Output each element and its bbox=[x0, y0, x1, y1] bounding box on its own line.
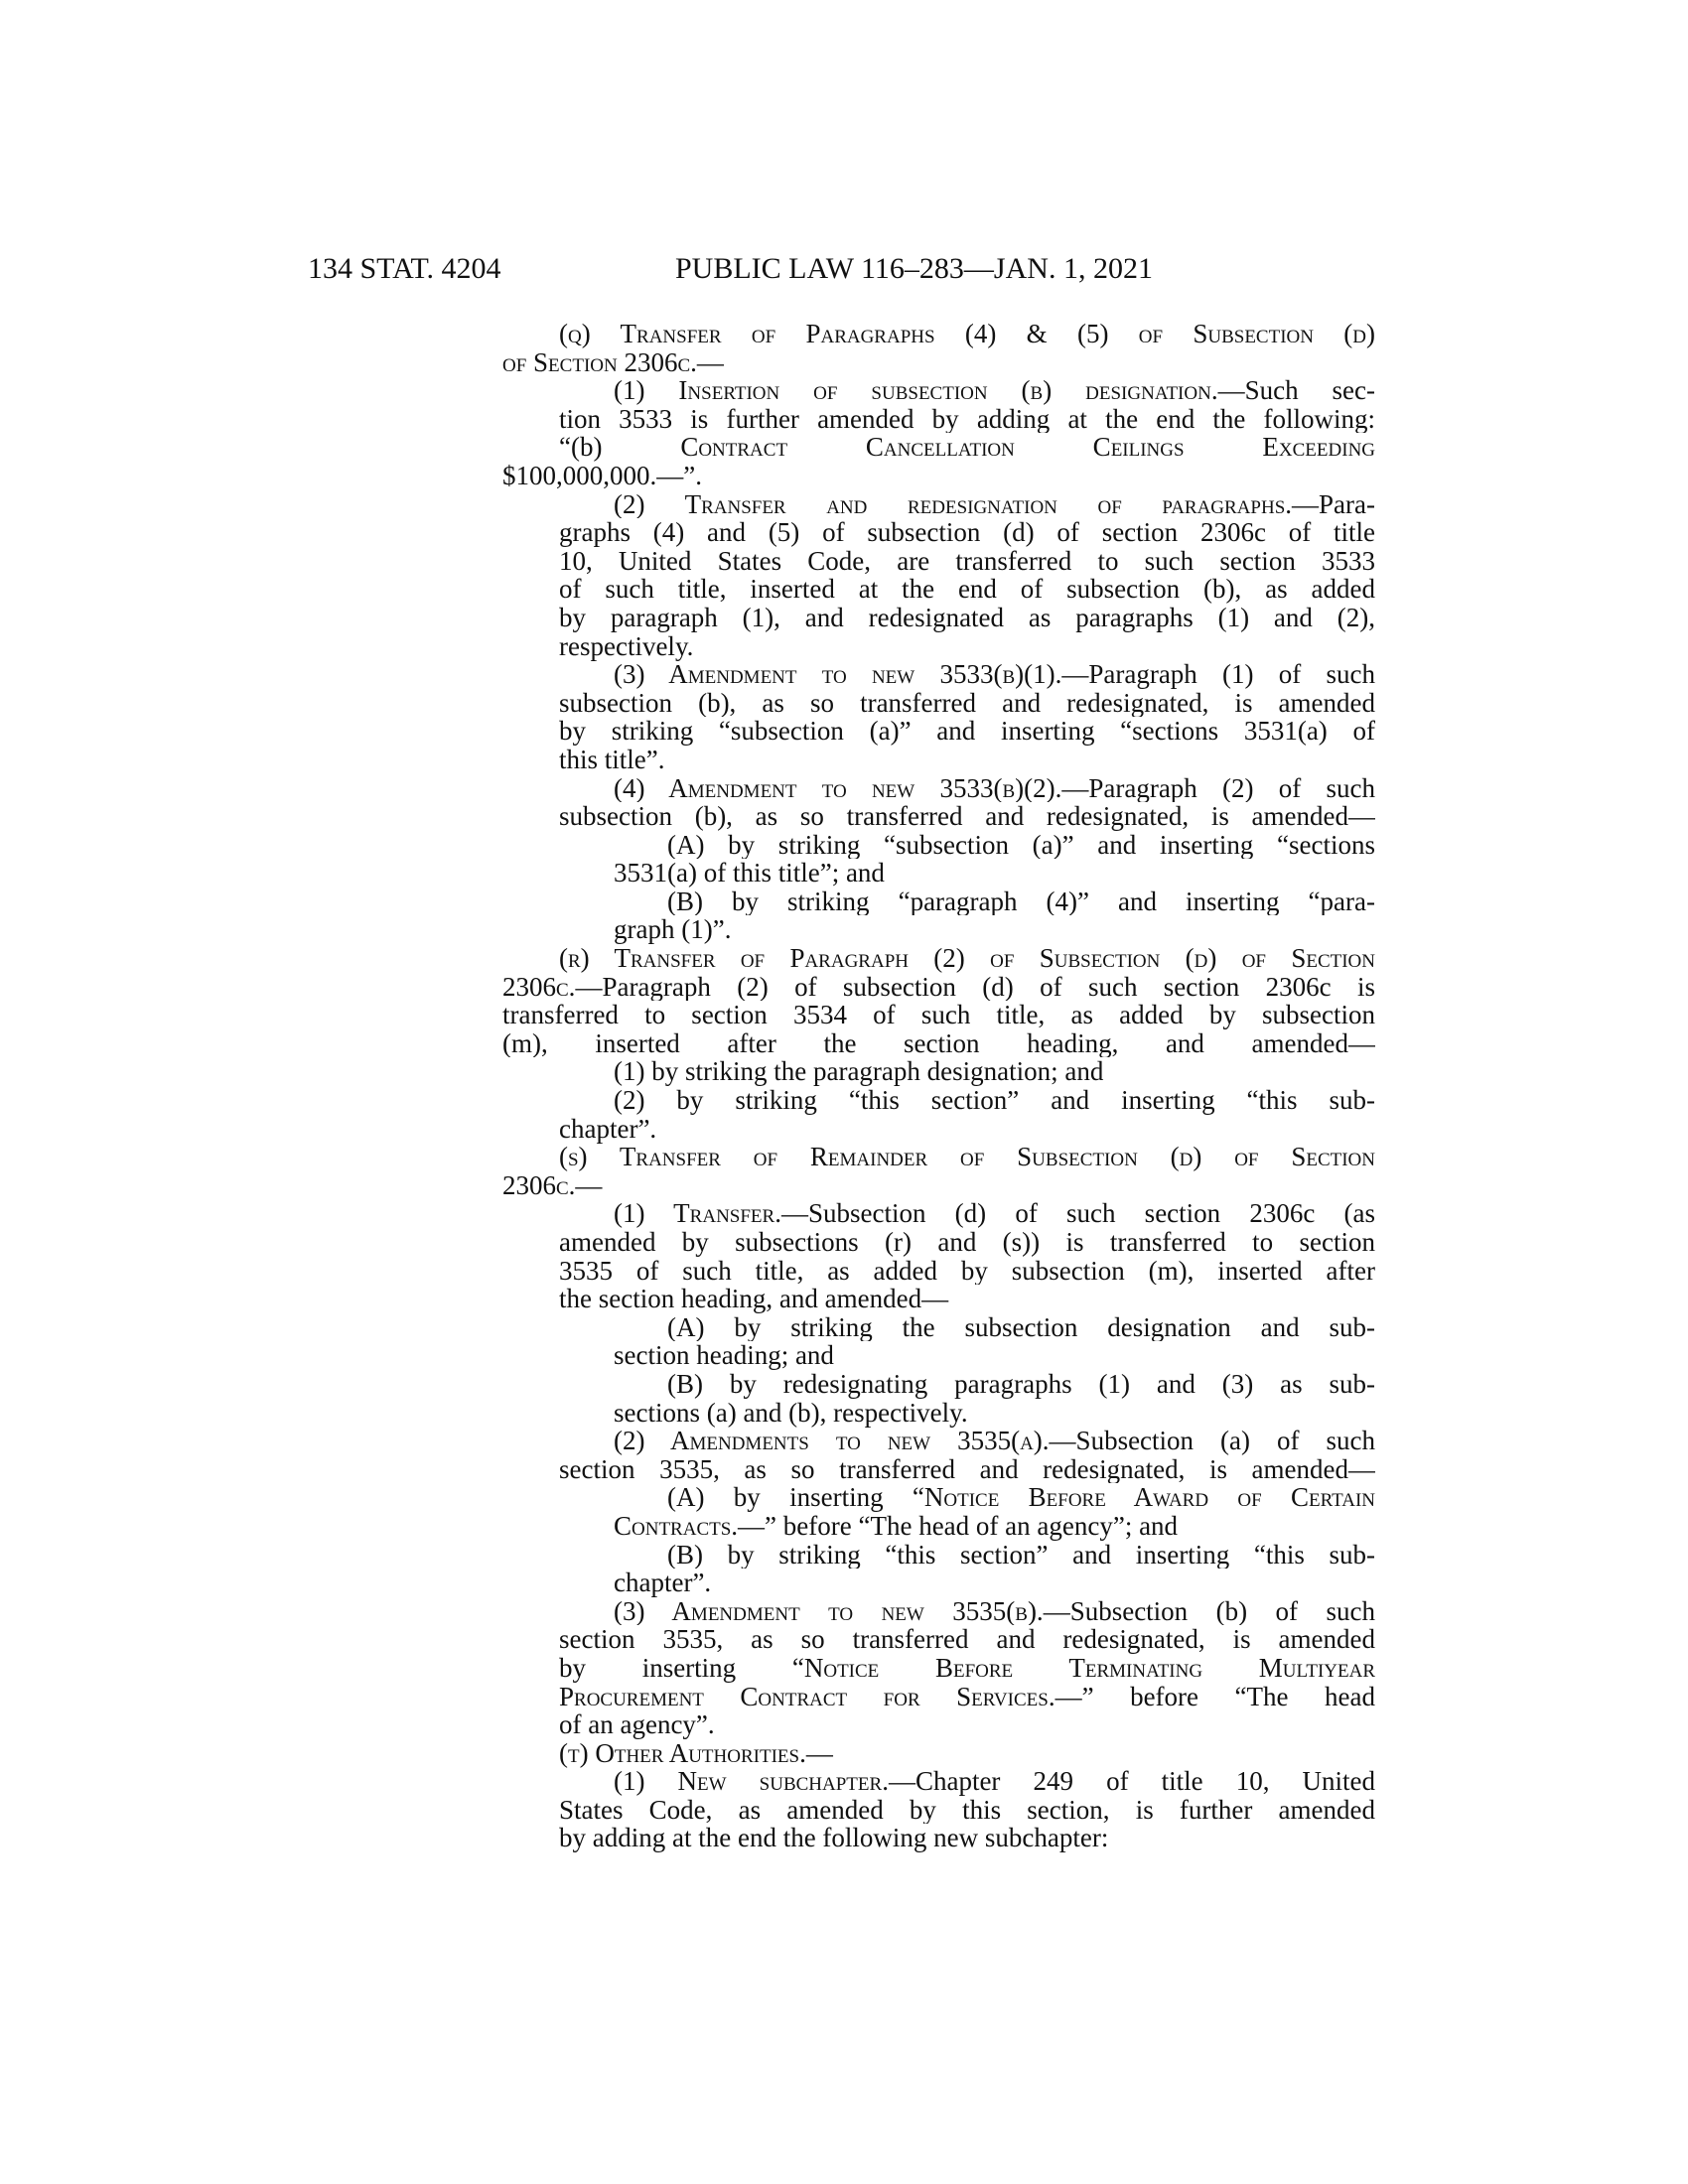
text-line: 2306c.— bbox=[502, 1169, 603, 1200]
text-line bbox=[614, 1199, 1375, 1228]
heading: Contract Cancellation Ceilings Exceeding bbox=[680, 433, 1375, 462]
text-line: of Section 2306c.— bbox=[502, 346, 724, 377]
text-line: 10, United States Code, are transferred to such section 3533 bbox=[559, 546, 1375, 576]
text-line bbox=[614, 1512, 1375, 1541]
text-line: this title”. bbox=[559, 744, 665, 774]
text-line: chapter”. bbox=[614, 1568, 712, 1598]
text-line: graph (1)”. bbox=[614, 914, 732, 945]
text-line bbox=[559, 1683, 1375, 1711]
text-line: by striking “subsection (a)” and inserting “sections 3531(a) of bbox=[559, 717, 1375, 746]
text: —Paragraph (2) of such bbox=[1061, 773, 1375, 803]
text-line bbox=[614, 660, 1375, 689]
text-line: sections (a) and (b), respectively. bbox=[614, 1397, 968, 1428]
heading: (3) Amendment to new 3533(b)(1). bbox=[614, 660, 1062, 689]
text-line bbox=[559, 433, 1375, 462]
text-line bbox=[667, 1483, 1375, 1512]
text: —Para- bbox=[1292, 489, 1375, 519]
text-line: section heading; and bbox=[614, 1340, 834, 1371]
text: ” before “The head bbox=[1081, 1682, 1375, 1711]
text-line: (A) by striking “subsection (a)” and inserting “sections bbox=[667, 830, 1375, 860]
text-line: of an agency”. bbox=[559, 1709, 715, 1740]
text: —Chapter 249 of title 10, United bbox=[888, 1767, 1375, 1796]
heading: Notice Before Award of Certain bbox=[923, 1483, 1375, 1512]
text-line: (s) Transfer of Remainder of Subsection (d) of Section bbox=[559, 1143, 1375, 1171]
text-line bbox=[559, 1654, 1375, 1683]
text-line: 3535 of such title, as added by subsection (m), inserted after bbox=[559, 1256, 1375, 1286]
document-body bbox=[0, 320, 1688, 1852]
text-line bbox=[614, 376, 1375, 405]
text-line: the section heading, and amended— bbox=[559, 1284, 949, 1314]
text-line: transferred to section 3534 of such title, as added by subsection bbox=[502, 1001, 1375, 1029]
text-line: subsection (b), as so transferred and redesignated, is amended— bbox=[559, 802, 1375, 831]
text-line bbox=[502, 973, 1375, 1002]
text-line: (q) Transfer of Paragraphs (4) & (5) of Subsection (d) bbox=[559, 320, 1375, 348]
text-line: amended by subsections (r) and (s)) is transferred to section bbox=[559, 1228, 1375, 1257]
text: —Paragraph (1) of such bbox=[1061, 660, 1375, 689]
text: —Paragraph (2) of subsection (d) of such section 2306c is bbox=[575, 972, 1375, 1002]
text: —Subsection (b) of such bbox=[1043, 1596, 1375, 1626]
text-line: (r) Transfer of Paragraph (2) of Subsection (d) of Section bbox=[559, 944, 1375, 973]
text-line: 3531(a) of this title”; and bbox=[614, 858, 885, 888]
text: —Subsection (d) of such section 2306c (as bbox=[780, 1199, 1375, 1228]
text: —Subsection (a) of such bbox=[1049, 1427, 1375, 1455]
text-line: graphs (4) and (5) of subsection (d) of section 2306c of title bbox=[559, 518, 1375, 547]
text-line: tion 3533 is further amended by adding at the end the following: bbox=[559, 404, 1375, 434]
text-line: (2) by striking “this section” and inserting “this sub- bbox=[614, 1086, 1375, 1115]
statute-page-reference: 134 STAT. 4204 bbox=[308, 252, 501, 285]
text-line bbox=[614, 490, 1375, 519]
text-line: States Code, as amended by this section, is further amended bbox=[559, 1795, 1375, 1825]
heading: (4) Amendment to new 3533(b)(2). bbox=[614, 773, 1062, 803]
text-line: section 3535, as so transferred and redesignated, is amended— bbox=[559, 1454, 1375, 1484]
heading: (3) Amendment to new 3535(b). bbox=[614, 1596, 1044, 1626]
heading: Procurement Contract for Services.— bbox=[559, 1682, 1082, 1711]
heading: (1) New subchapter. bbox=[614, 1767, 889, 1796]
text-line: section 3535, as so transferred and redesignated, is amended bbox=[559, 1625, 1375, 1654]
text-line: (A) by striking the subsection designation and sub- bbox=[667, 1312, 1375, 1342]
text-line bbox=[614, 774, 1375, 803]
heading: Contracts.— bbox=[614, 1510, 766, 1541]
text-line: (B) by striking “paragraph (4)” and inserting “para- bbox=[667, 887, 1375, 916]
text-line bbox=[614, 1767, 1375, 1796]
text-line: (B) by striking “this section” and inserting “this sub- bbox=[667, 1540, 1375, 1570]
text: “(b) bbox=[559, 433, 681, 462]
text-line bbox=[614, 1597, 1375, 1626]
heading: (2) Amendments to new 3535(a). bbox=[614, 1427, 1050, 1455]
heading: (1) Transfer. bbox=[614, 1199, 781, 1228]
text-line: of such title, inserted at the end of subsection (b), as added bbox=[559, 575, 1375, 604]
text: ” before “The head of an agency”; and bbox=[765, 1510, 1179, 1541]
text-line: (1) by striking the paragraph designation; and bbox=[614, 1056, 1104, 1087]
text-line: $100,000,000.—”. bbox=[502, 460, 702, 490]
text-line: by paragraph (1), and redesignated as paragraphs (1) and (2), bbox=[559, 603, 1375, 632]
heading: (2) Transfer and redesignation of paragraphs. bbox=[614, 489, 1293, 519]
text-line: subsection (b), as so transferred and redesignated, is amended bbox=[559, 688, 1375, 718]
text-line bbox=[614, 1427, 1375, 1455]
heading: 2306c. bbox=[502, 972, 576, 1002]
text-line: (m), inserted after the section heading, and amended— bbox=[502, 1028, 1375, 1058]
heading: Notice Before Terminating Multiyear bbox=[803, 1653, 1375, 1683]
text-line: (t) Other Authorities.— bbox=[559, 1737, 833, 1768]
text-line: respectively. bbox=[559, 630, 694, 661]
text: by inserting “ bbox=[559, 1653, 804, 1683]
text-line: chapter”. bbox=[559, 1113, 657, 1144]
text-line: (B) by redesignating paragraphs (1) and (3) as sub- bbox=[667, 1369, 1375, 1399]
text: —Such sec- bbox=[1217, 376, 1375, 405]
heading: (1) Insertion of subsection (b) designation. bbox=[614, 376, 1218, 405]
text: (A) by inserting “ bbox=[667, 1483, 924, 1512]
running-header-title: PUBLIC LAW 116–283—JAN. 1, 2021 bbox=[675, 252, 1153, 285]
text-line: by adding at the end the following new subchapter: bbox=[559, 1823, 1109, 1853]
